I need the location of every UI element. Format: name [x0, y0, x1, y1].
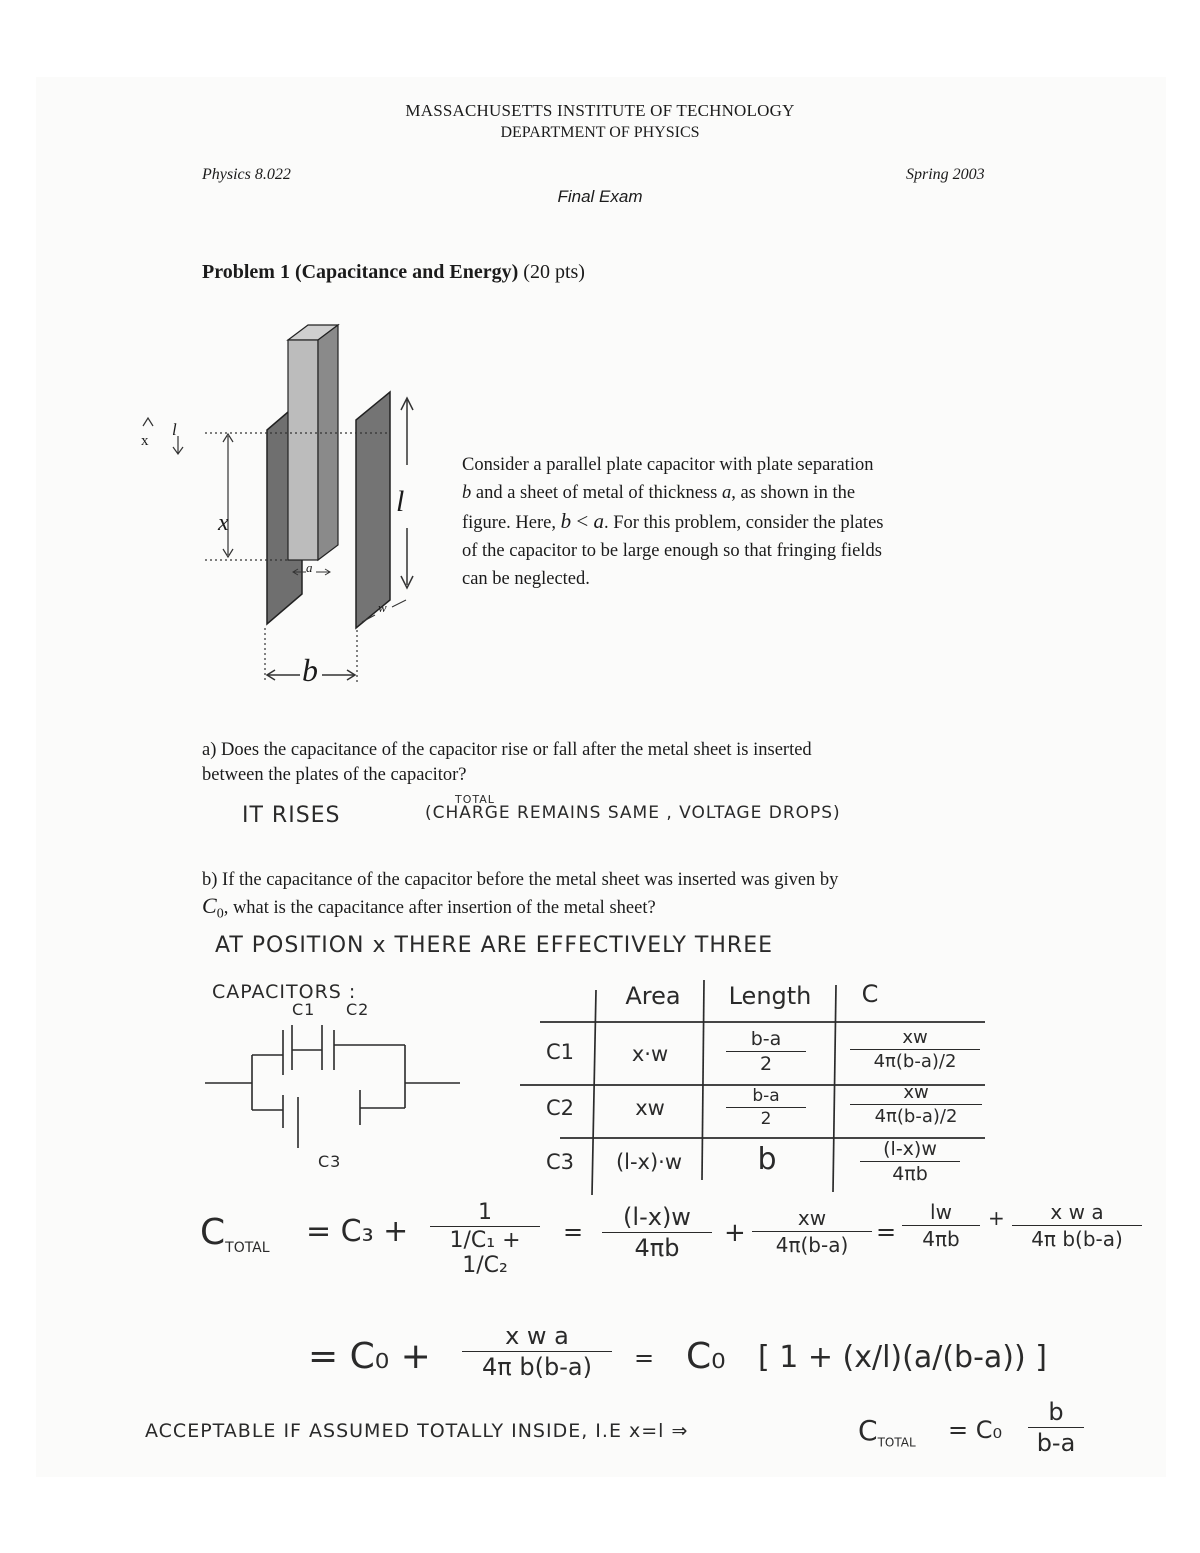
var-b: b [462, 483, 472, 503]
table-row-c2-length: $\frac{b-a}{2}$ [726, 1086, 806, 1129]
exam-title: Final Exam [557, 187, 643, 206]
table-header-c: C [861, 980, 879, 1008]
eq1-lhs-rest: = C₃ + [306, 1214, 409, 1249]
part-b-answer-line-1: AT POSITION x THERE ARE EFFECTIVELY THREE [215, 933, 773, 958]
description-line-1: Consider a parallel plate capacitor with plate separation [462, 455, 874, 475]
description-line-5: can be neglected. [462, 569, 590, 589]
table-row-c3-capacitance: $\frac{(l-x)w}{4\pi b}$ [860, 1138, 960, 1185]
description-line-2: b and a sheet of metal of thickness a, as shown in the [462, 483, 856, 503]
part-b-question: b) If the capacitance of the capacitor before the metal sheet was inserted was given by $C_0$, what is the capacitance after insertion of the metal sheet? [202, 870, 839, 922]
eq1-plus-2: + [988, 1206, 1006, 1230]
table-row-c2-area: xw [635, 1096, 665, 1120]
eq1-equals: = [563, 1218, 585, 1246]
var-a: a [721, 483, 732, 503]
final-fraction: $\frac{b}{b-a}$ [1028, 1398, 1084, 1457]
department-name: DEPARTMENT OF PHYSICS [500, 124, 700, 141]
final-equals-c0: = C₀ [948, 1416, 1003, 1444]
eq1-fraction-3: $\frac{xw}{4\pi(b-a)}$ [752, 1206, 872, 1257]
table-row-c3-area: (l-x)·w [615, 1150, 683, 1174]
eq1-fraction-2: $\frac{(l-x)w}{4\pi b}$ [602, 1203, 712, 1262]
eq1-fraction-4: $\frac{lw}{4\pi b}$ [902, 1200, 980, 1251]
figure-label-w: w [378, 600, 387, 615]
table-row-c2-capacitance: $\frac{xw}{4\pi(b-a)/2}$ [850, 1082, 982, 1127]
problem-title-text: Problem 1 (Capacitance and Energy) [202, 261, 519, 283]
table-row-c2-name: C2 [545, 1096, 575, 1120]
eq2-bracket: [ 1 + (x/l)(a/(b-a)) ] [758, 1340, 1047, 1375]
table-row-c1-capacitance: $\frac{xw}{4\pi(b-a)/2}$ [850, 1027, 980, 1072]
margin-label-x: x [141, 433, 149, 449]
figure-label-a: a [306, 560, 313, 575]
table-row-c3-length: b [757, 1142, 777, 1177]
circuit-label-c3: C3 [318, 1152, 342, 1171]
circuit-label-c2: C2 [346, 1000, 370, 1019]
eq2-equals: = [634, 1344, 656, 1372]
description-line-4: of the capacitor to be large enough so that fringing fields [462, 541, 882, 561]
eq2-start: = C₀ + [308, 1336, 431, 1377]
eq1-equals-2: = [876, 1218, 898, 1246]
part-a-note-total: TOTAL [455, 793, 495, 806]
final-statement: ACCEPTABLE IF ASSUMED TOTALLY INSIDE, I.E x=l ⇒ [145, 1420, 689, 1442]
eq2-fraction: $\frac{\text{x w a}}{\text{4π b(b-a)}}$ [462, 1322, 612, 1381]
part-a-note: (CHARGE REMAINS SAME , VOLTAGE DROPS) [425, 803, 841, 823]
description-line-3: figure. Here, b < a. For this problem, consider the plates [462, 509, 884, 533]
term: Spring 2003 [906, 166, 985, 183]
table-row-c1-name: C1 [545, 1040, 575, 1064]
part-b-answer-line-2: CAPACITORS : [212, 981, 357, 1003]
eq2-c0: C₀ [686, 1336, 726, 1377]
circuit-label-c1: C1 [292, 1000, 316, 1019]
table-row-c3-name: C3 [545, 1150, 575, 1174]
table-row-c1-area: x·w [631, 1042, 669, 1066]
figure-label-l: l [396, 485, 405, 518]
problem-points: (20 pts) [523, 261, 585, 283]
table-row-c1-length: $\frac{b-a}{2}$ [726, 1028, 806, 1075]
figure-label-b: b [302, 652, 318, 688]
eq1-fraction-1: $\frac{1}{\text{1/C₁ + 1/C₂}}$ [430, 1200, 540, 1278]
institution-name: MASSACHUSETTS INSTITUTE OF TECHNOLOGY [405, 101, 795, 120]
table-header-length: Length [728, 982, 812, 1010]
eq1-plus: + [724, 1218, 747, 1248]
final-ctotal: $C_{TOTAL}$ [858, 1414, 916, 1450]
eq1-ctotal: $C_{TOTAL}$ [200, 1212, 270, 1257]
course-number: Physics 8.022 [202, 166, 291, 183]
eq1-fraction-5: $\frac{\text{x w a}}{\text{4π b(b-a)}}$ [1012, 1200, 1142, 1251]
figure-label-x: x [218, 510, 229, 536]
table-header-area: Area [625, 982, 681, 1010]
margin-label-l: l [172, 420, 177, 439]
part-a-question: a) Does the capacitance of the capacitor rise or fall after the metal sheet is inserted between the plates of the capacitor? [202, 740, 812, 785]
part-a-answer: IT RISES [242, 803, 341, 828]
